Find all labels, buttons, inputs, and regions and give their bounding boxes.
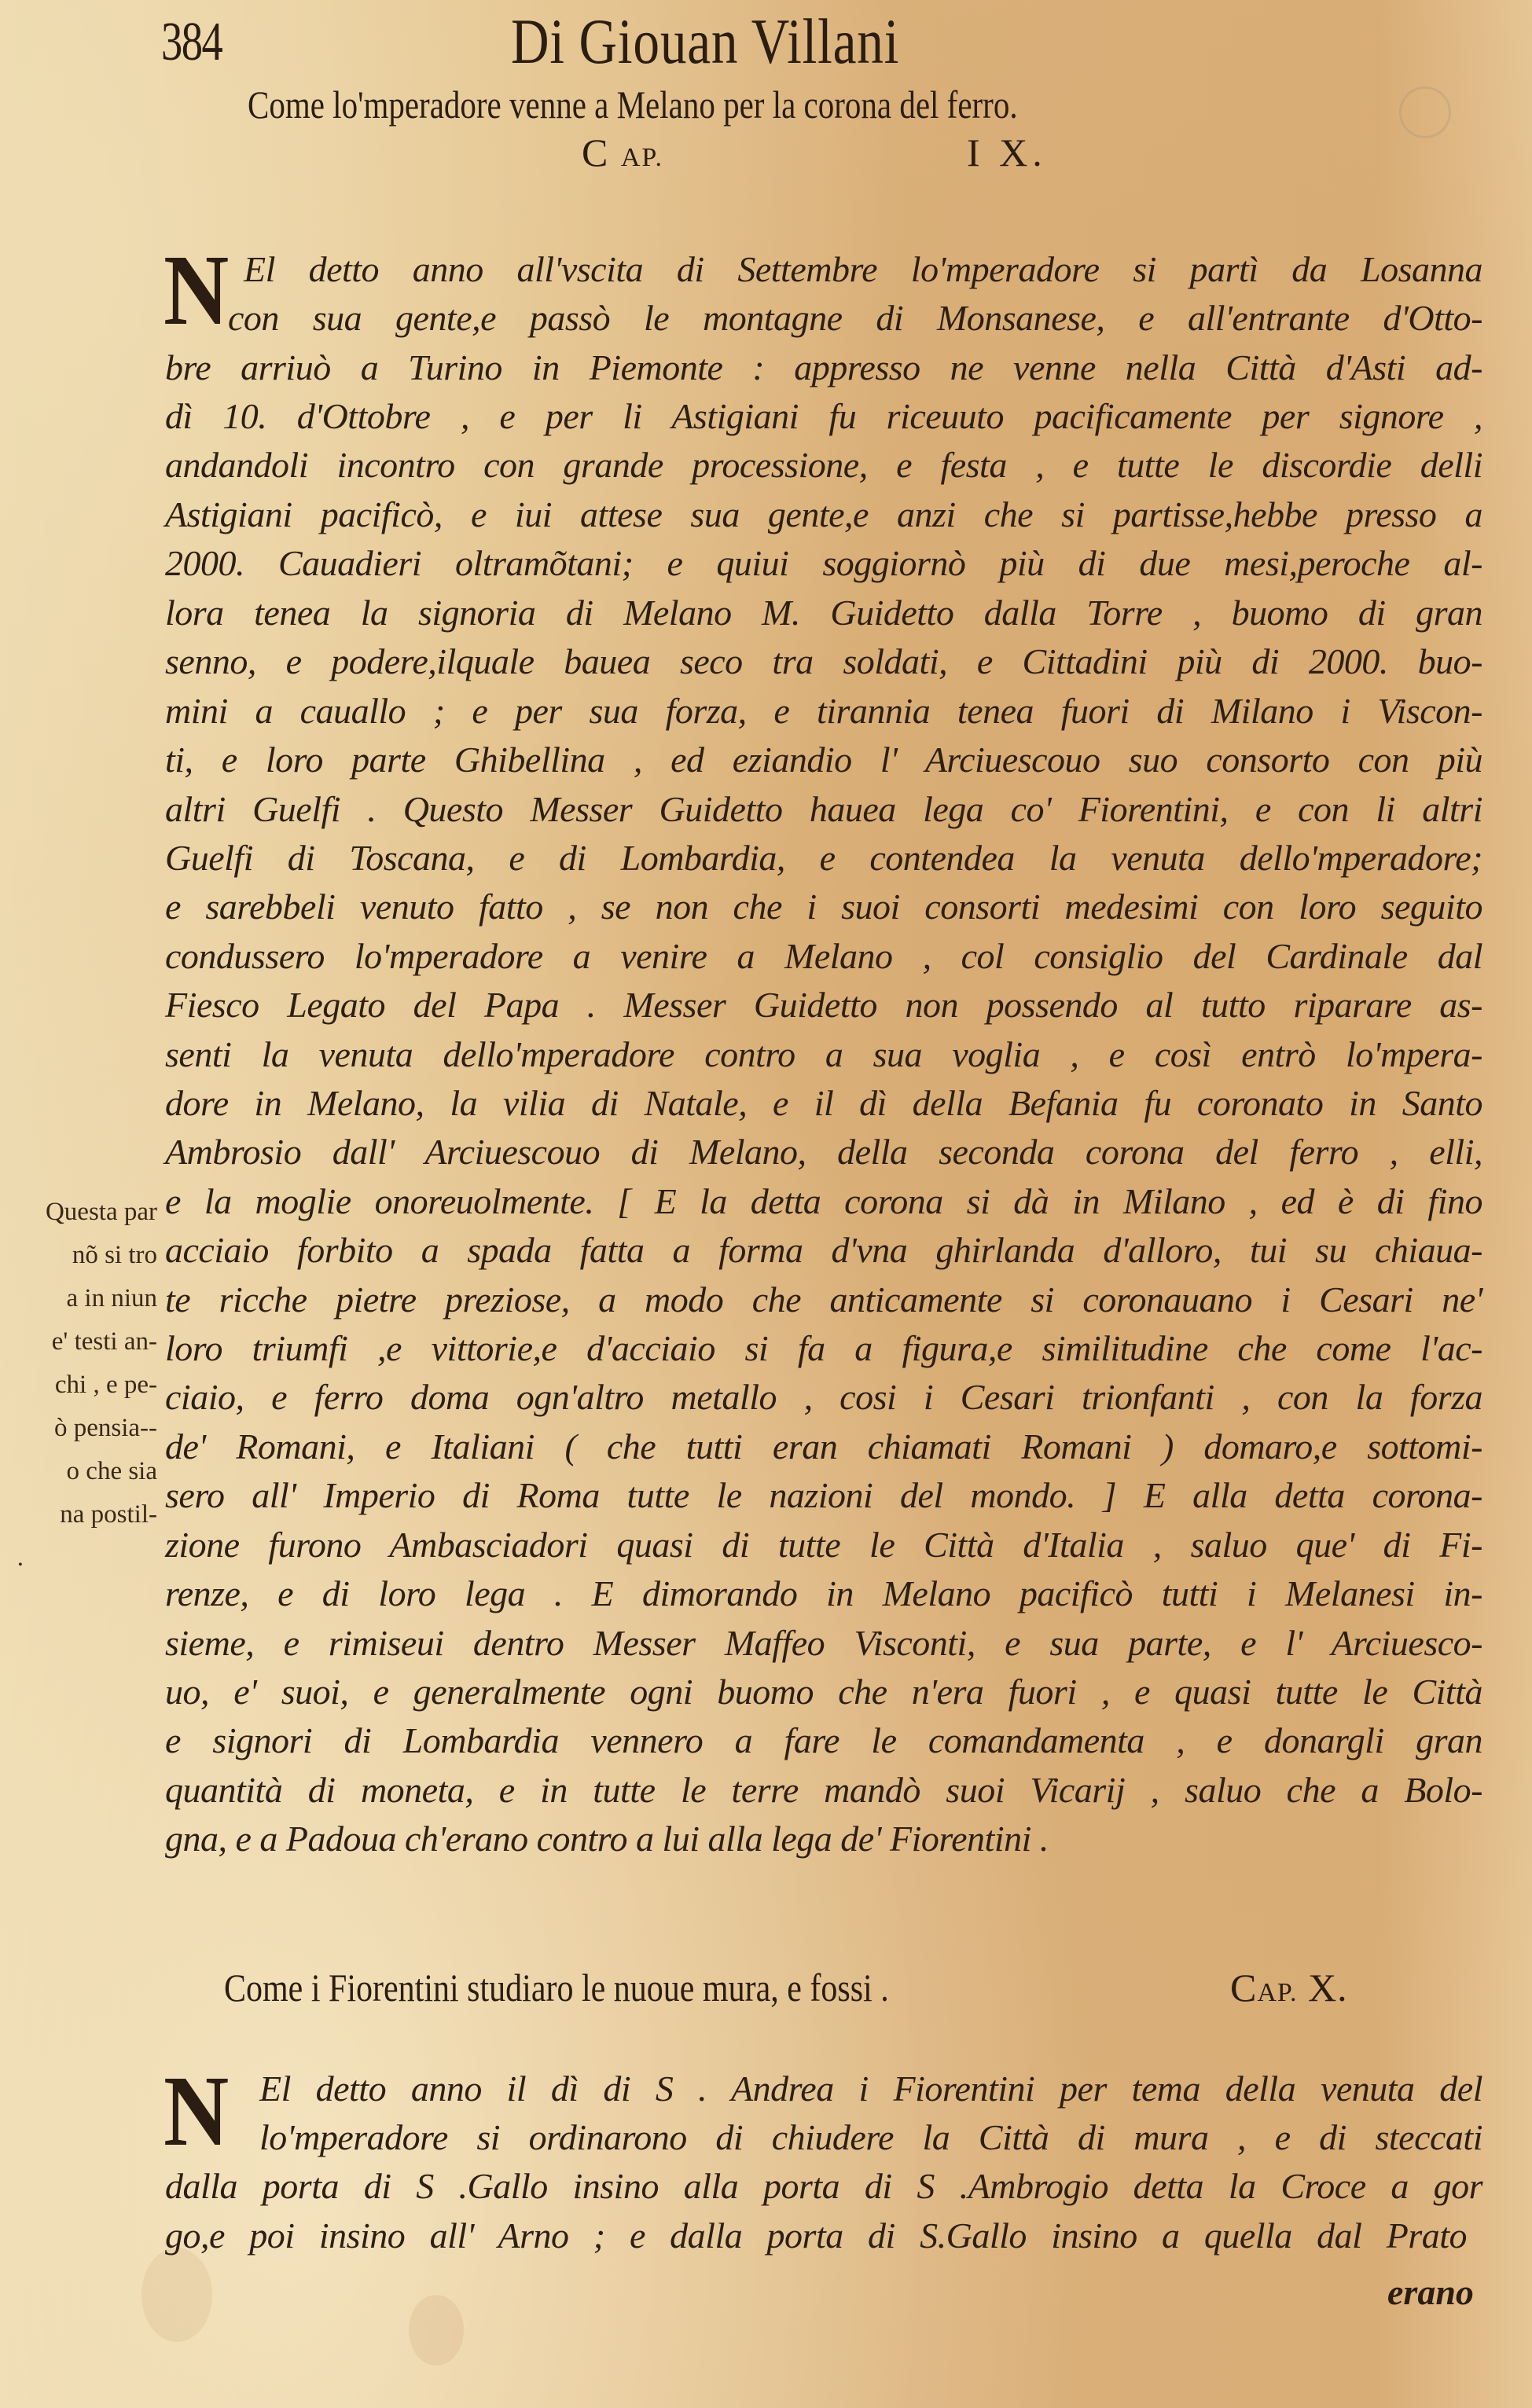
- text-line: ciaio, e ferro doma ogn'altro metallo , cosi i Cesari trionfanti , con la forza: [165, 1377, 1482, 1417]
- text-line: gna, e a Padoua ch'erano contro a lui alla lega de' Fiorentini .: [165, 1819, 1049, 1859]
- text-line: e sarebbeli venuto fatto , se non che i suoi consorti medesimi con loro seguito: [165, 886, 1482, 927]
- text-line: altri Guelfi . Questo Messer Guidetto hauea lega co' Fiorentini, e con li altri: [165, 789, 1482, 829]
- text-line: e la moglie onoreuolmente. [ E la detta corona si dà in Milano , ed è di fino: [165, 1181, 1482, 1221]
- text-line: quantità di moneta, e in tutte le terre mandò suoi Vicarij , saluo che a Bolo-: [165, 1770, 1482, 1810]
- chapter-x-title: Come i Fiorentini studiaro le nuoue mura, e fossi .: [224, 1966, 889, 2010]
- text-line: acciaio forbito a spada fatta a forma d'vna ghirlanda d'alloro, tui su chiaua-: [165, 1230, 1482, 1270]
- text-line: go,e poi insino all' Arno ; e dalla porta di S.Gallo insino a quella dal Prato: [165, 2215, 1467, 2256]
- text-line: uo, e' suoi, e generalmente ogni buomo che n'era fuori , e quasi tutte le Città: [165, 1672, 1482, 1712]
- running-title: Di Giouan Villani: [511, 6, 900, 77]
- text-line: loro triumfi ,e vittorie,e d'acciaio si fa a figura,e similitudine che come l'ac-: [165, 1328, 1482, 1368]
- margin-note-line: a in niun: [66, 1284, 157, 1312]
- paper-stain: [141, 2248, 212, 2342]
- chapter-x-number: X.: [1308, 1966, 1348, 2010]
- page-number: 384: [161, 12, 222, 72]
- margin-note-line: .: [17, 1544, 24, 1572]
- text-line: Ambrosio dall' Arciuescouo di Melano, della seconda corona del ferro , elli,: [165, 1132, 1482, 1172]
- text-line: e signori di Lombardia vennero a fare le comandamenta , e donargli gran: [165, 1720, 1482, 1760]
- text-line: dì 10. d'Ottobre , e per li Astigiani fu riceuuto pacificamente per signore ,: [165, 396, 1482, 436]
- margin-note-line: o che sia: [66, 1457, 157, 1485]
- text-line: senti la venuta dello'mperadore contro a sua voglia , e così entrò lo'mpera-: [165, 1034, 1482, 1074]
- text-line: 2000. Cauadieri oltramõtani; e quiui soggiornò più di due mesi,peroche al-: [165, 543, 1482, 583]
- cap-rest: AP.: [1257, 1978, 1298, 2007]
- text-line: Guelfi di Toscana, e di Lombardia, e contendea la venuta dello'mperadore;: [165, 838, 1482, 878]
- chapter-ix-cap-label: [582, 130, 663, 175]
- catchword: erano: [1387, 2272, 1474, 2312]
- text-line: sieme, e rimiseui dentro Messer Maffeo Visconti, e sua parte, e l' Arciuesco-: [165, 1623, 1482, 1663]
- margin-note-line: ò pensia--: [53, 1414, 157, 1442]
- text-line: renze, e di loro lega . E dimorando in Melano pacificò tutti i Melanesi in-: [165, 1573, 1482, 1613]
- chapter-ix-number: I X.: [967, 130, 1047, 174]
- paper-stain: [409, 2295, 464, 2366]
- margin-note-line: chi , e pe-: [54, 1371, 157, 1399]
- text-line: condussero lo'mperadore a venire a Melano , col consiglio del Cardinale dal: [165, 936, 1482, 976]
- text-line: andandoli incontro con grande processione, e festa , e tutte le discordie delli: [165, 445, 1482, 485]
- cap-initial: C: [1230, 1966, 1258, 2010]
- text-line: lo'mperadore si ordinarono di chiudere la Città di mura , e di steccati: [259, 2117, 1482, 2157]
- text-line: Fiesco Legato del Papa . Messer Guidetto non possendo al tutto riparare as-: [165, 985, 1482, 1025]
- drop-cap-ix: N: [163, 234, 230, 346]
- text-line: lora tenea la signoria di Melano M. Guidetto dalla Torre , buomo di gran: [165, 593, 1482, 633]
- chapter-ix-title: Come lo'mperadore venne a Melano per la corona del ferro.: [248, 83, 1018, 127]
- text-line: sero all' Imperio di Roma tutte le nazioni del mondo. ] E alla detta corona-: [165, 1475, 1482, 1515]
- text-line: ti, e loro parte Ghibellina , ed eziandio l' Arciuescouo suo consorto con più: [165, 740, 1482, 780]
- text-line: con sua gente,e passò le montagne di Monsanese, e all'entrante d'Otto-: [228, 298, 1482, 338]
- text-line: dore in Melano, la vilia di Natale, e il dì della Befania fu coronato in Santo: [165, 1083, 1482, 1123]
- text-line: El detto anno il dì di S . Andrea i Fiorentini per tema della venuta del: [259, 2068, 1482, 2109]
- margin-note-line: na postil-: [60, 1500, 157, 1529]
- cap-rest: AP.: [620, 143, 664, 172]
- text-line: dalla porta di S .Gallo insino alla porta di S .Ambrogio detta la Croce a gor: [165, 2166, 1482, 2206]
- chapter-x-cap-label: [1230, 1965, 1348, 2010]
- margin-note-line: e' testi an-: [51, 1327, 157, 1356]
- text-line: zione furono Ambasciadori quasi di tutte le Città d'Italia , saluo que' di Fi-: [165, 1525, 1482, 1565]
- text-line: El detto anno all'vscita di Settembre lo'mperadore si partì da Losanna: [244, 249, 1482, 289]
- margin-note-line: nõ si tro: [72, 1241, 157, 1269]
- cap-initial: C: [582, 130, 610, 174]
- text-line: Astigiani pacificò, e iui attese sua gente,e anzi che si partisse,hebbe presso a: [165, 494, 1482, 534]
- margin-note-line: Questa par: [45, 1198, 157, 1226]
- drop-cap-x: N: [163, 2055, 230, 2167]
- text-line: mini a cauallo ; e per sua forza, e tirannia tenea fuori di Milano i Viscon-: [165, 691, 1482, 731]
- text-line: bre arriuò a Turino in Piemonte : appresso ne venne nella Città d'Asti ad-: [165, 347, 1482, 387]
- paper-stain: [1399, 86, 1451, 138]
- text-line: senno, e podere,ilquale bauea seco tra soldati, e Cittadini più di 2000. buo-: [165, 641, 1482, 681]
- text-line: te ricche pietre preziose, a modo che anticamente si coronauano i Cesari ne': [165, 1279, 1482, 1320]
- text-line: de' Romani, e Italiani ( che tutti eran chiamati Romani ) domaro,e sottomi-: [165, 1426, 1482, 1466]
